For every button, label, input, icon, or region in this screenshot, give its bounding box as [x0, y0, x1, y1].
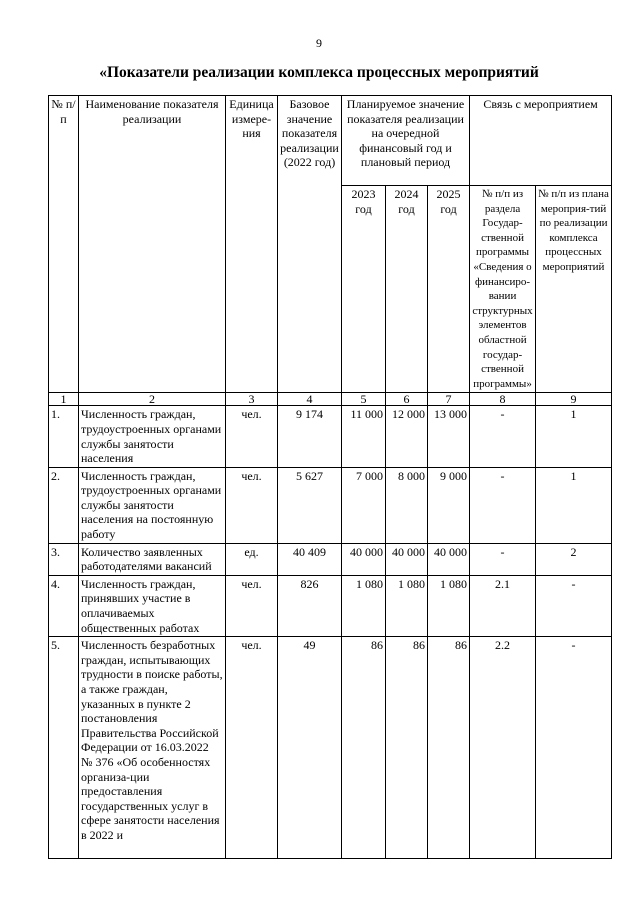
row-2025: 86	[428, 637, 470, 859]
row-unit: ед.	[226, 543, 278, 575]
col-index: 4	[278, 393, 342, 406]
col-index: 2	[79, 393, 226, 406]
row-num: 1.	[49, 406, 79, 467]
col-index: 1	[49, 393, 79, 406]
row-name: Численность граждан, трудоустроенных органами службы занятости населения на постоянную работу	[79, 467, 226, 543]
row-base: 49	[278, 637, 342, 859]
col-index: 3	[226, 393, 278, 406]
row-unit: чел.	[226, 575, 278, 636]
row-name: Численность граждан, принявших участие в оплачиваемых общественных работах	[79, 575, 226, 636]
row-link-section: -	[470, 543, 536, 575]
row-2023: 86	[342, 637, 386, 859]
row-2023: 1 080	[342, 575, 386, 636]
row-name: Численность безработных граждан, испытывающих трудности в поиске работы, а также граждан, указанных в пункте 2 постановления Правительства Российской Федерации от 16.03.2022 № 376 «Об особенностях организа-ции предоставления государственных услуг в сфере занятости населения в 2022 и	[79, 637, 226, 859]
row-2024: 40 000	[386, 543, 428, 575]
header-2025: 2025 год	[428, 186, 470, 393]
column-index-row	[49, 393, 612, 406]
header-row-1	[49, 96, 612, 186]
row-2025: 40 000	[428, 543, 470, 575]
table-row	[49, 406, 612, 467]
table-row	[49, 575, 612, 636]
row-num: 5.	[49, 637, 79, 859]
row-base: 40 409	[278, 543, 342, 575]
row-link-section: 2.2	[470, 637, 536, 859]
row-unit: чел.	[226, 406, 278, 467]
row-2025: 13 000	[428, 406, 470, 467]
header-link-plan: № п/п из плана мероприя-тий по реализации комплекса процессных мероприятий	[536, 186, 612, 393]
col-index: 7	[428, 393, 470, 406]
col-index: 8	[470, 393, 536, 406]
col-index: 6	[386, 393, 428, 406]
row-2023: 11 000	[342, 406, 386, 467]
header-2023: 2023 год	[342, 186, 386, 393]
table-row	[49, 543, 612, 575]
row-2024: 12 000	[386, 406, 428, 467]
col-index: 5	[342, 393, 386, 406]
row-base: 5 627	[278, 467, 342, 543]
row-2024: 8 000	[386, 467, 428, 543]
row-2025: 1 080	[428, 575, 470, 636]
table-row	[49, 637, 612, 859]
row-num: 4.	[49, 575, 79, 636]
page-number: 9	[316, 36, 322, 50]
row-link-plan: -	[536, 575, 612, 636]
header-link-section: № п/п из раздела Государ-ственной программы «Сведения о финансиро-вании структурных элементов областной государ-ственной программы»	[470, 186, 536, 393]
header-planned: Планируемое значение показателя реализации на очередной финансовый год и плановый период	[342, 96, 470, 186]
indicators-table	[48, 95, 612, 859]
row-link-plan: 1	[536, 406, 612, 467]
row-2023: 7 000	[342, 467, 386, 543]
row-num: 2.	[49, 467, 79, 543]
row-base: 9 174	[278, 406, 342, 467]
row-2025: 9 000	[428, 467, 470, 543]
row-link-plan: -	[536, 637, 612, 859]
row-base: 826	[278, 575, 342, 636]
row-link-section: -	[470, 406, 536, 467]
header-base: Базовое значение показателя реализации (2022 год)	[278, 96, 342, 393]
row-2023: 40 000	[342, 543, 386, 575]
row-2024: 1 080	[386, 575, 428, 636]
header-name: Наименование показателя реализации	[79, 96, 226, 393]
table-row	[49, 467, 612, 543]
row-unit: чел.	[226, 467, 278, 543]
row-link-plan: 2	[536, 543, 612, 575]
row-2024: 86	[386, 637, 428, 859]
row-name: Численность граждан, трудоустроенных органами службы занятости населения	[79, 406, 226, 467]
row-name: Количество заявленных работодателями вакансий	[79, 543, 226, 575]
row-link-section: -	[470, 467, 536, 543]
header-unit: Единица измере-ния	[226, 96, 278, 393]
row-link-plan: 1	[536, 467, 612, 543]
row-link-section: 2.1	[470, 575, 536, 636]
header-num: № п/п	[49, 96, 79, 393]
header-link: Связь с мероприятием	[470, 96, 612, 186]
page-title: «Показатели реализации комплекса процессных мероприятий	[99, 64, 539, 81]
col-index: 9	[536, 393, 612, 406]
row-unit: чел.	[226, 637, 278, 859]
header-2024: 2024 год	[386, 186, 428, 393]
row-num: 3.	[49, 543, 79, 575]
